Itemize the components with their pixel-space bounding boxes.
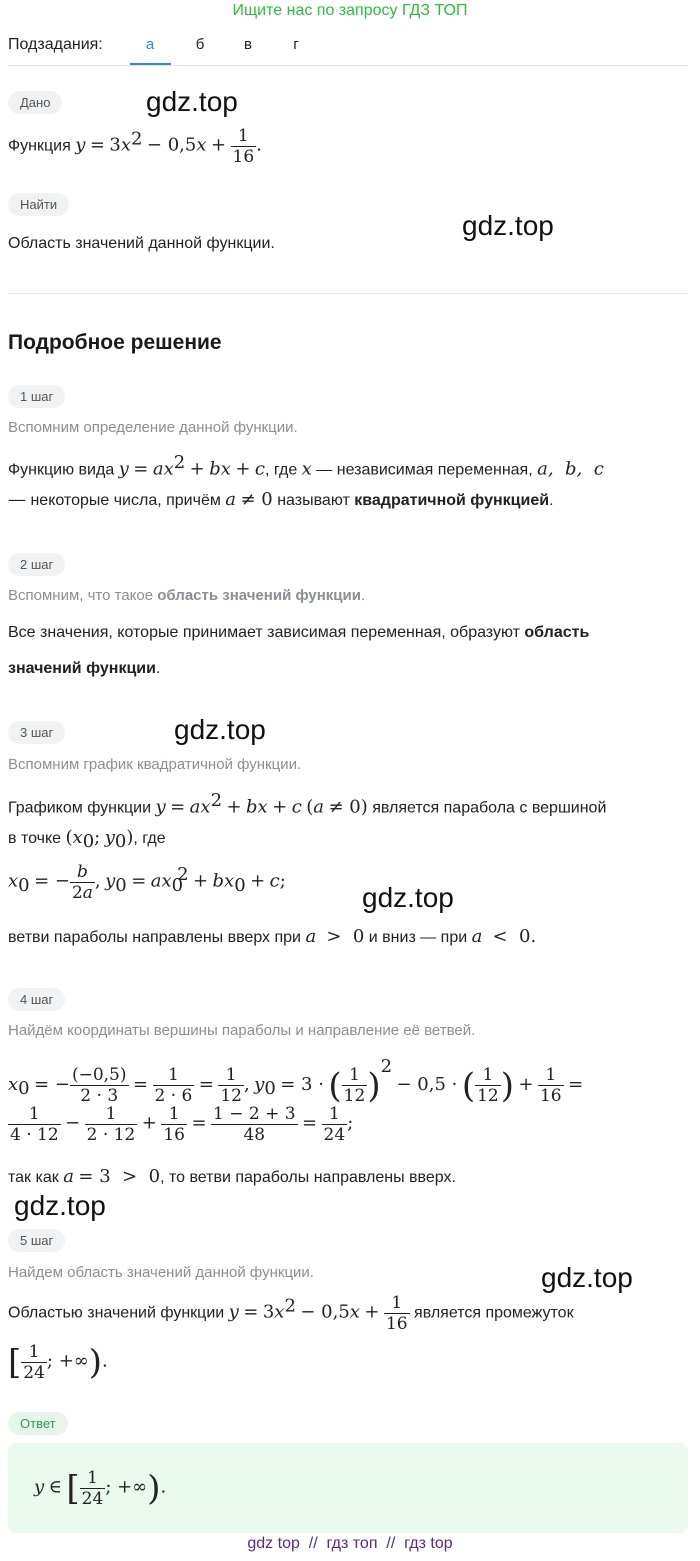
step-5-interval: [ $\frac{1}{24}$ ; +∞). <box>8 1342 108 1383</box>
answer-formula: y ∈ [ $\frac{1}{24}$ ; +∞). <box>34 1468 167 1509</box>
watermark: gdz.top <box>14 1190 106 1221</box>
given-formula: Функция $y = 3x^2 - 0,5x$ + $\frac{1}{16}$ . <box>8 126 262 167</box>
step-4-line-3: так как a = 3 > 0, то ветви параболы направлены вверх. <box>8 1166 456 1187</box>
subtasks-label: Подзадания: <box>8 36 103 53</box>
answer-badge: Ответ <box>8 1412 68 1435</box>
search-banner: Ищите нас по запросу ГДЗ ТОП <box>232 2 468 19</box>
step-3-badge: 3 шаг <box>8 721 65 744</box>
footer-links: gdz top // гдз топ // гдз top <box>247 1535 453 1552</box>
solution-heading: Подробное решение <box>8 331 222 354</box>
step-3-line-4: ветви параболы направлены вверх при a > 0 и вниз — при a < 0. <box>8 926 537 947</box>
step-3-line-2: в точке ($x_0$; $y_0$), где <box>8 827 166 853</box>
find-text: Область значений данной функции. <box>8 235 275 252</box>
tab-b[interactable]: б <box>195 36 205 53</box>
step-4-hint: Найдём координаты вершины параболы и направление её ветвей. <box>8 1022 476 1039</box>
watermark: gdz.top <box>462 210 554 241</box>
watermark: gdz.top <box>174 714 266 745</box>
step-2-line-2: значений функции. <box>8 660 161 677</box>
tab-g[interactable]: г <box>293 36 299 53</box>
step-5-badge: 5 шаг <box>8 1229 65 1252</box>
step-1-hint: Вспомним определение данной функции. <box>8 419 298 436</box>
step-1-line-2: — некоторые числа, причём a ≠ 0 называют квадратичной функцией. <box>8 489 554 510</box>
step-4-calc-line-1: $x_0$ = − $\frac{(-0,5)}{2 \cdot 3}$ = $\frac{1}{2 \cdot 6}$ = $\frac{1}{12}$ , $y_0 = 3$ · ( $\frac{1}{12}$ )$^2$ − 0,5 · ( $\frac{1}{12}$ ) + $\frac{1}{16}$ = <box>8 1056 584 1107</box>
find-badge: Найти <box>8 193 69 216</box>
step-5-hint: Найдем область значений данной функции. <box>8 1264 314 1281</box>
step-4-badge: 4 шаг <box>8 988 65 1011</box>
watermark: gdz.top <box>362 882 454 913</box>
step-3-hint: Вспомним график квадратичной функции. <box>8 756 302 773</box>
tab-a[interactable]: а <box>145 36 155 53</box>
step-2-line-1: Все значения, которые принимает зависимая переменная, образуют область <box>8 624 590 641</box>
tab-v[interactable]: в <box>244 36 252 53</box>
divider <box>8 65 688 66</box>
step-1-badge: 1 шаг <box>8 385 65 408</box>
step-3-vertex-formula: $x_0$ = − $\frac{b}{2a}$ , $y_0 = ax_0^2 + bx_0 + c$; <box>8 862 286 903</box>
step-1-line-1: Функцию вида $y = ax^2$ + bx + c, где x — независимая переменная, a, b, c <box>8 452 604 480</box>
divider <box>8 293 688 294</box>
step-2-hint: Вспомним, что такое область значений функции. <box>8 587 366 604</box>
step-3-line-1: Графиком функции $y = ax^2$ + bx + c (a ≠ 0) является парабола с вершиной <box>8 790 607 818</box>
step-4-calc-line-2: $\frac{1}{4 \cdot 12}$ − $\frac{1}{2 \cdot 12}$ + $\frac{1}{16}$ = $\frac{1 - 2 + 3}{48}$ = $\frac{1}{24}$ ; <box>10 1104 354 1145</box>
watermark: gdz.top <box>541 1262 633 1293</box>
step-2-badge: 2 шаг <box>8 553 65 576</box>
step-5-line-1: Областью значений функции $y = 3x^2 - 0,5x$ + $\frac{1}{16}$ является промежуток <box>8 1293 574 1334</box>
given-prefix: Функция <box>8 137 71 155</box>
watermark: gdz.top <box>146 86 238 117</box>
given-badge: Дано <box>8 91 62 114</box>
